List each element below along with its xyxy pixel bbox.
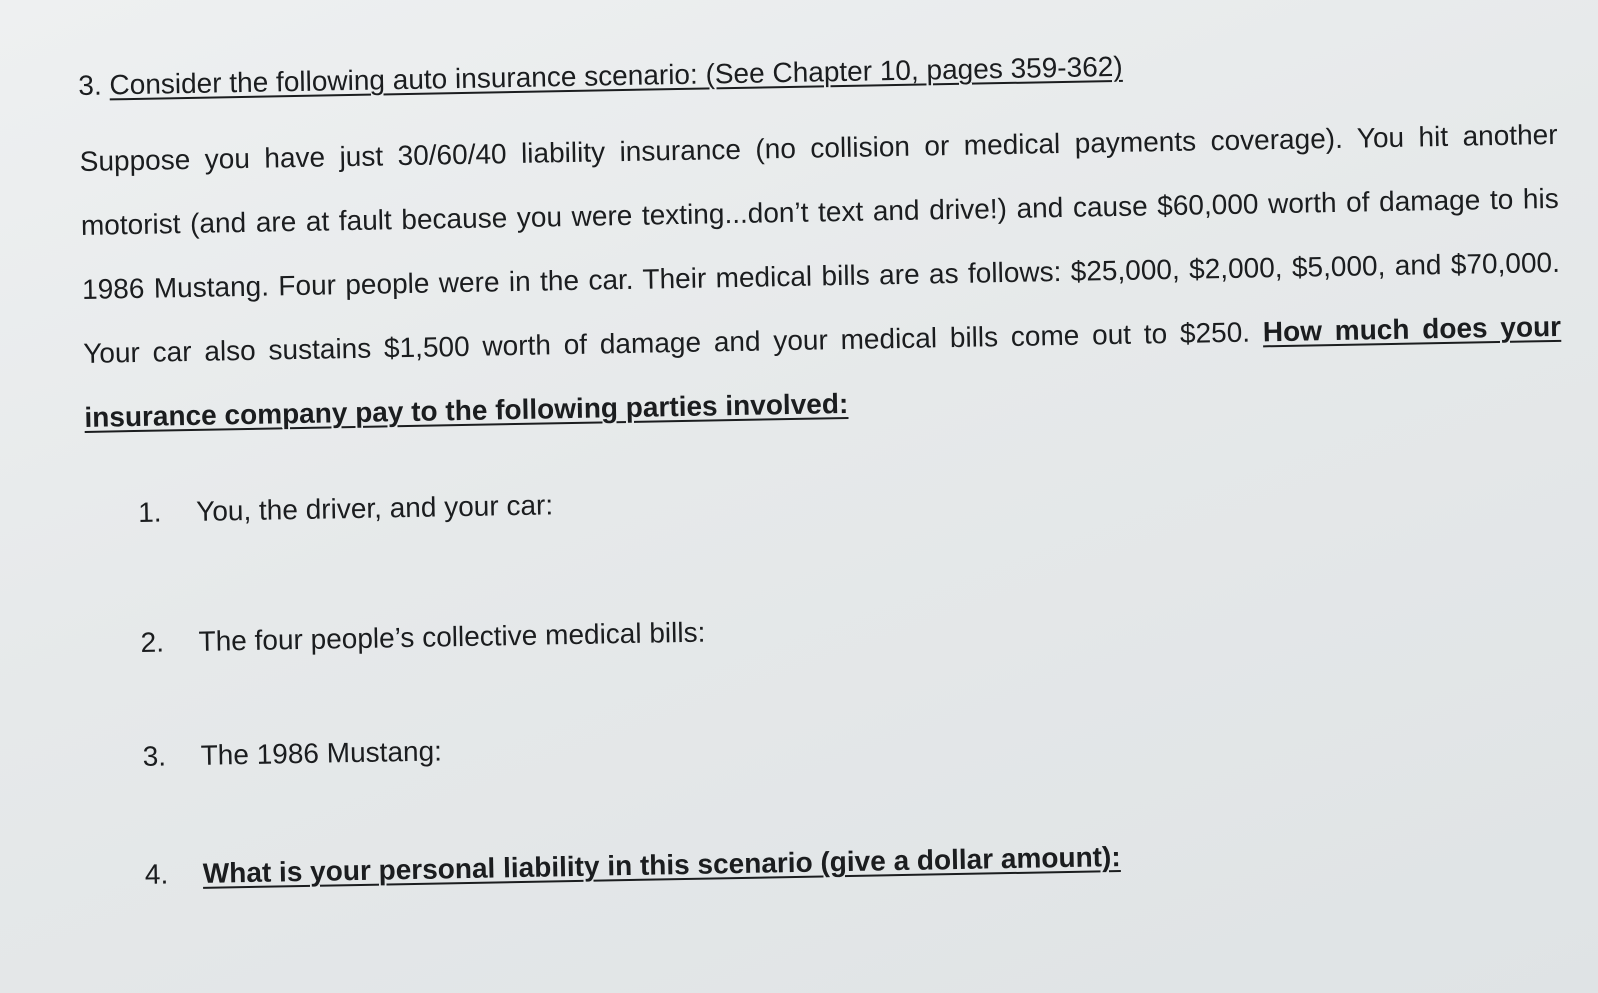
sub-question — [138, 467, 1576, 533]
sub-question-text: The four people’s collective medical bills: — [198, 616, 706, 657]
scenario-paragraph — [79, 103, 1563, 450]
question-heading — [78, 39, 1568, 106]
question-title: Consider the following auto insurance scenario: (See Chapter 10, pages 359-362) — [109, 50, 1123, 101]
scenario-question: How much does your insurance company pay to the following parties involved: — [84, 310, 1562, 433]
sub-question — [144, 829, 1582, 895]
scenario-text: Suppose you have just 30/60/40 liability insurance (no collision or medical payments coverage). You hit another motorist (and are at fault because you were texting...don’t text and drive!) and cause $60,000 worth of damage to his 1986 Mustang. Four people were in the car. Their medical bills are as follows: $25,000, $2,000, $5,000, and $70,000. Your car also sustains $1,500 worth of damage and your medical bills come out to $250. — [79, 118, 1561, 369]
sub-question-text: You, the driver, and your car: — [195, 489, 554, 527]
sub-question-number: 4. — [144, 858, 169, 890]
sub-question-number: 2. — [140, 626, 165, 658]
sub-question-number: 3. — [142, 740, 167, 772]
sub-question-text: What is your personal liability in this scenario (give a dollar amount): — [202, 841, 1121, 889]
sub-question-list — [138, 467, 1583, 895]
question-block — [78, 39, 1583, 896]
sub-question — [142, 711, 1580, 777]
sub-question — [140, 597, 1578, 663]
question-number: 3. — [78, 69, 102, 101]
sub-question-number: 1. — [137, 496, 162, 528]
sub-question-text: The 1986 Mustang: — [200, 735, 443, 771]
